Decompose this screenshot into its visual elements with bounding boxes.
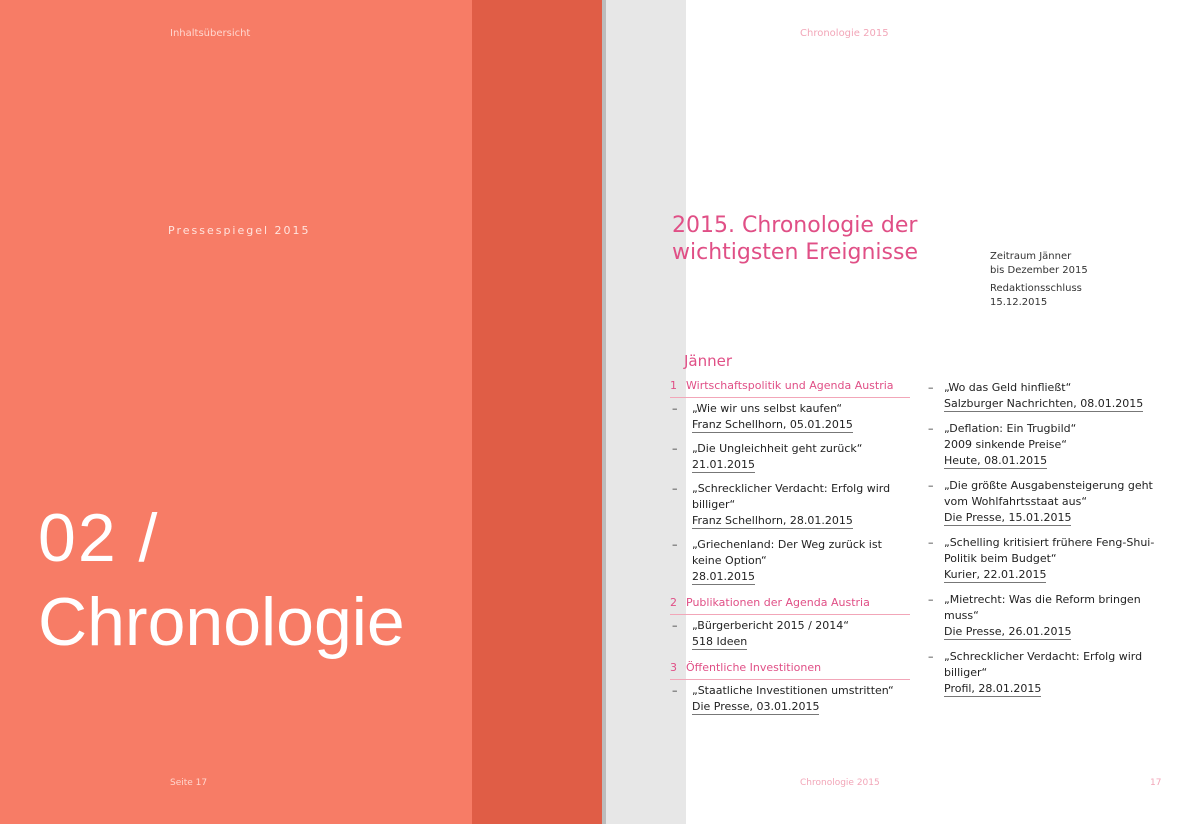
category-header [670, 593, 910, 615]
dash-marker: – [672, 442, 678, 455]
dash-marker: – [928, 479, 934, 492]
meta-info [990, 250, 1088, 310]
footer-right: Chronologie 2015 [800, 778, 880, 788]
editorial-value: 15.12.2015 [990, 297, 1048, 308]
entry-source: Profil, 28.01.2015 [944, 682, 1042, 695]
entry-quote: „Schelling kritisiert frühere Feng-Shui-Politik beim Budget“ [944, 536, 1155, 565]
page-number: 17 [1150, 778, 1162, 788]
entry-quote: „Die größte Ausgabensteigerung geht vom Wohlfahrtsstaat aus“ [944, 479, 1153, 508]
timeline-entry [928, 421, 1168, 469]
category-marker: 3 [670, 661, 677, 674]
entry-quote: „Bürgerbericht 2015 / 2014“ [692, 619, 849, 632]
timeline-entry [670, 481, 910, 529]
entry-source: Salzburger Nachrichten, 08.01.2015 [944, 397, 1144, 410]
category-title: Öffentliche Investitionen [686, 661, 822, 674]
timeline-entry [670, 401, 910, 433]
category-marker: 2 [670, 596, 677, 609]
footer-left: Seite 17 [170, 778, 208, 788]
timeline-entry [670, 683, 910, 715]
chapter-title-block [38, 497, 405, 665]
dash-marker: – [672, 538, 678, 551]
entry-source: 28.01.2015 [692, 570, 755, 583]
timeline-entry [670, 618, 910, 650]
heading-line-2: wichtigsten Ereignisse [672, 240, 918, 265]
entry-quote: „Staatliche Investitionen umstritten“ [692, 684, 894, 697]
timeline-left-column [670, 352, 910, 723]
left-page-accent-strip [472, 0, 602, 824]
page-heading [672, 212, 942, 266]
timeline-entry [928, 380, 1168, 412]
entry-quote-continued: 2009 sinkende Preise“ [944, 438, 1067, 451]
category-marker: 1 [670, 379, 677, 392]
entry-quote: „Griechenland: Der Weg zurück ist keine Option“ [692, 538, 882, 567]
chapter-number: 02 / [38, 500, 160, 576]
timeline-entry [928, 478, 1168, 526]
entry-quote: „Schrecklicher Verdacht: Erfolg wird billiger“ [692, 482, 891, 511]
category-title: Publikationen der Agenda Austria [686, 596, 870, 609]
dash-marker: – [928, 422, 934, 435]
left-page [0, 0, 472, 824]
timeline-entry [928, 535, 1168, 583]
period-label: Zeitraum Jänner [990, 251, 1072, 262]
running-head-right: Chronologie 2015 [800, 28, 889, 39]
entry-source: Franz Schellhorn, 28.01.2015 [692, 514, 853, 527]
timeline-right-column [928, 380, 1168, 706]
dash-marker: – [928, 536, 934, 549]
entry-source: 21.01.2015 [692, 458, 755, 471]
chapter-title: Chronologie [38, 584, 405, 660]
category-header [670, 376, 910, 398]
heading-line-1: 2015. Chronologie der [672, 213, 918, 238]
dash-marker: – [672, 402, 678, 415]
timeline-entry [928, 592, 1168, 640]
editorial-label: Redaktionsschluss [990, 283, 1082, 294]
running-head-left: Inhaltsübersicht [170, 28, 251, 39]
entry-source: Die Presse, 15.01.2015 [944, 511, 1072, 524]
dash-marker: – [928, 650, 934, 663]
month-heading: Jänner [684, 352, 733, 370]
entry-quote: „Wie wir uns selbst kaufen“ [692, 402, 843, 415]
timeline-entry [928, 649, 1168, 697]
timeline-entry [670, 537, 910, 585]
entry-source: Kurier, 22.01.2015 [944, 568, 1047, 581]
entry-quote: „Wo das Geld hinfließt“ [944, 381, 1072, 394]
category-header [670, 658, 910, 680]
entry-source: Franz Schellhorn, 05.01.2015 [692, 418, 853, 431]
entry-source: 518 Ideen [692, 635, 748, 648]
entry-quote: „Die Ungleichheit geht zurück“ [692, 442, 863, 455]
entry-quote: „Deflation: Ein Trugbild“ [944, 422, 1077, 435]
dash-marker: – [672, 684, 678, 697]
dash-marker: – [672, 619, 678, 632]
chapter-subtitle: Pressespiegel 2015 [168, 224, 311, 237]
dash-marker: – [672, 482, 678, 495]
period-value: bis Dezember 2015 [990, 265, 1088, 276]
entry-quote: „Mietrecht: Was die Reform bringen muss“ [944, 593, 1141, 622]
category-title: Wirtschaftspolitik und Agenda Austria [686, 379, 894, 392]
timeline-entry [670, 441, 910, 473]
entry-source: Die Presse, 26.01.2015 [944, 625, 1072, 638]
entry-source: Die Presse, 03.01.2015 [692, 700, 820, 713]
entry-source: Heute, 08.01.2015 [944, 454, 1048, 467]
dash-marker: – [928, 593, 934, 606]
entry-quote: „Schrecklicher Verdacht: Erfolg wird billiger“ [944, 650, 1143, 679]
dash-marker: – [928, 381, 934, 394]
